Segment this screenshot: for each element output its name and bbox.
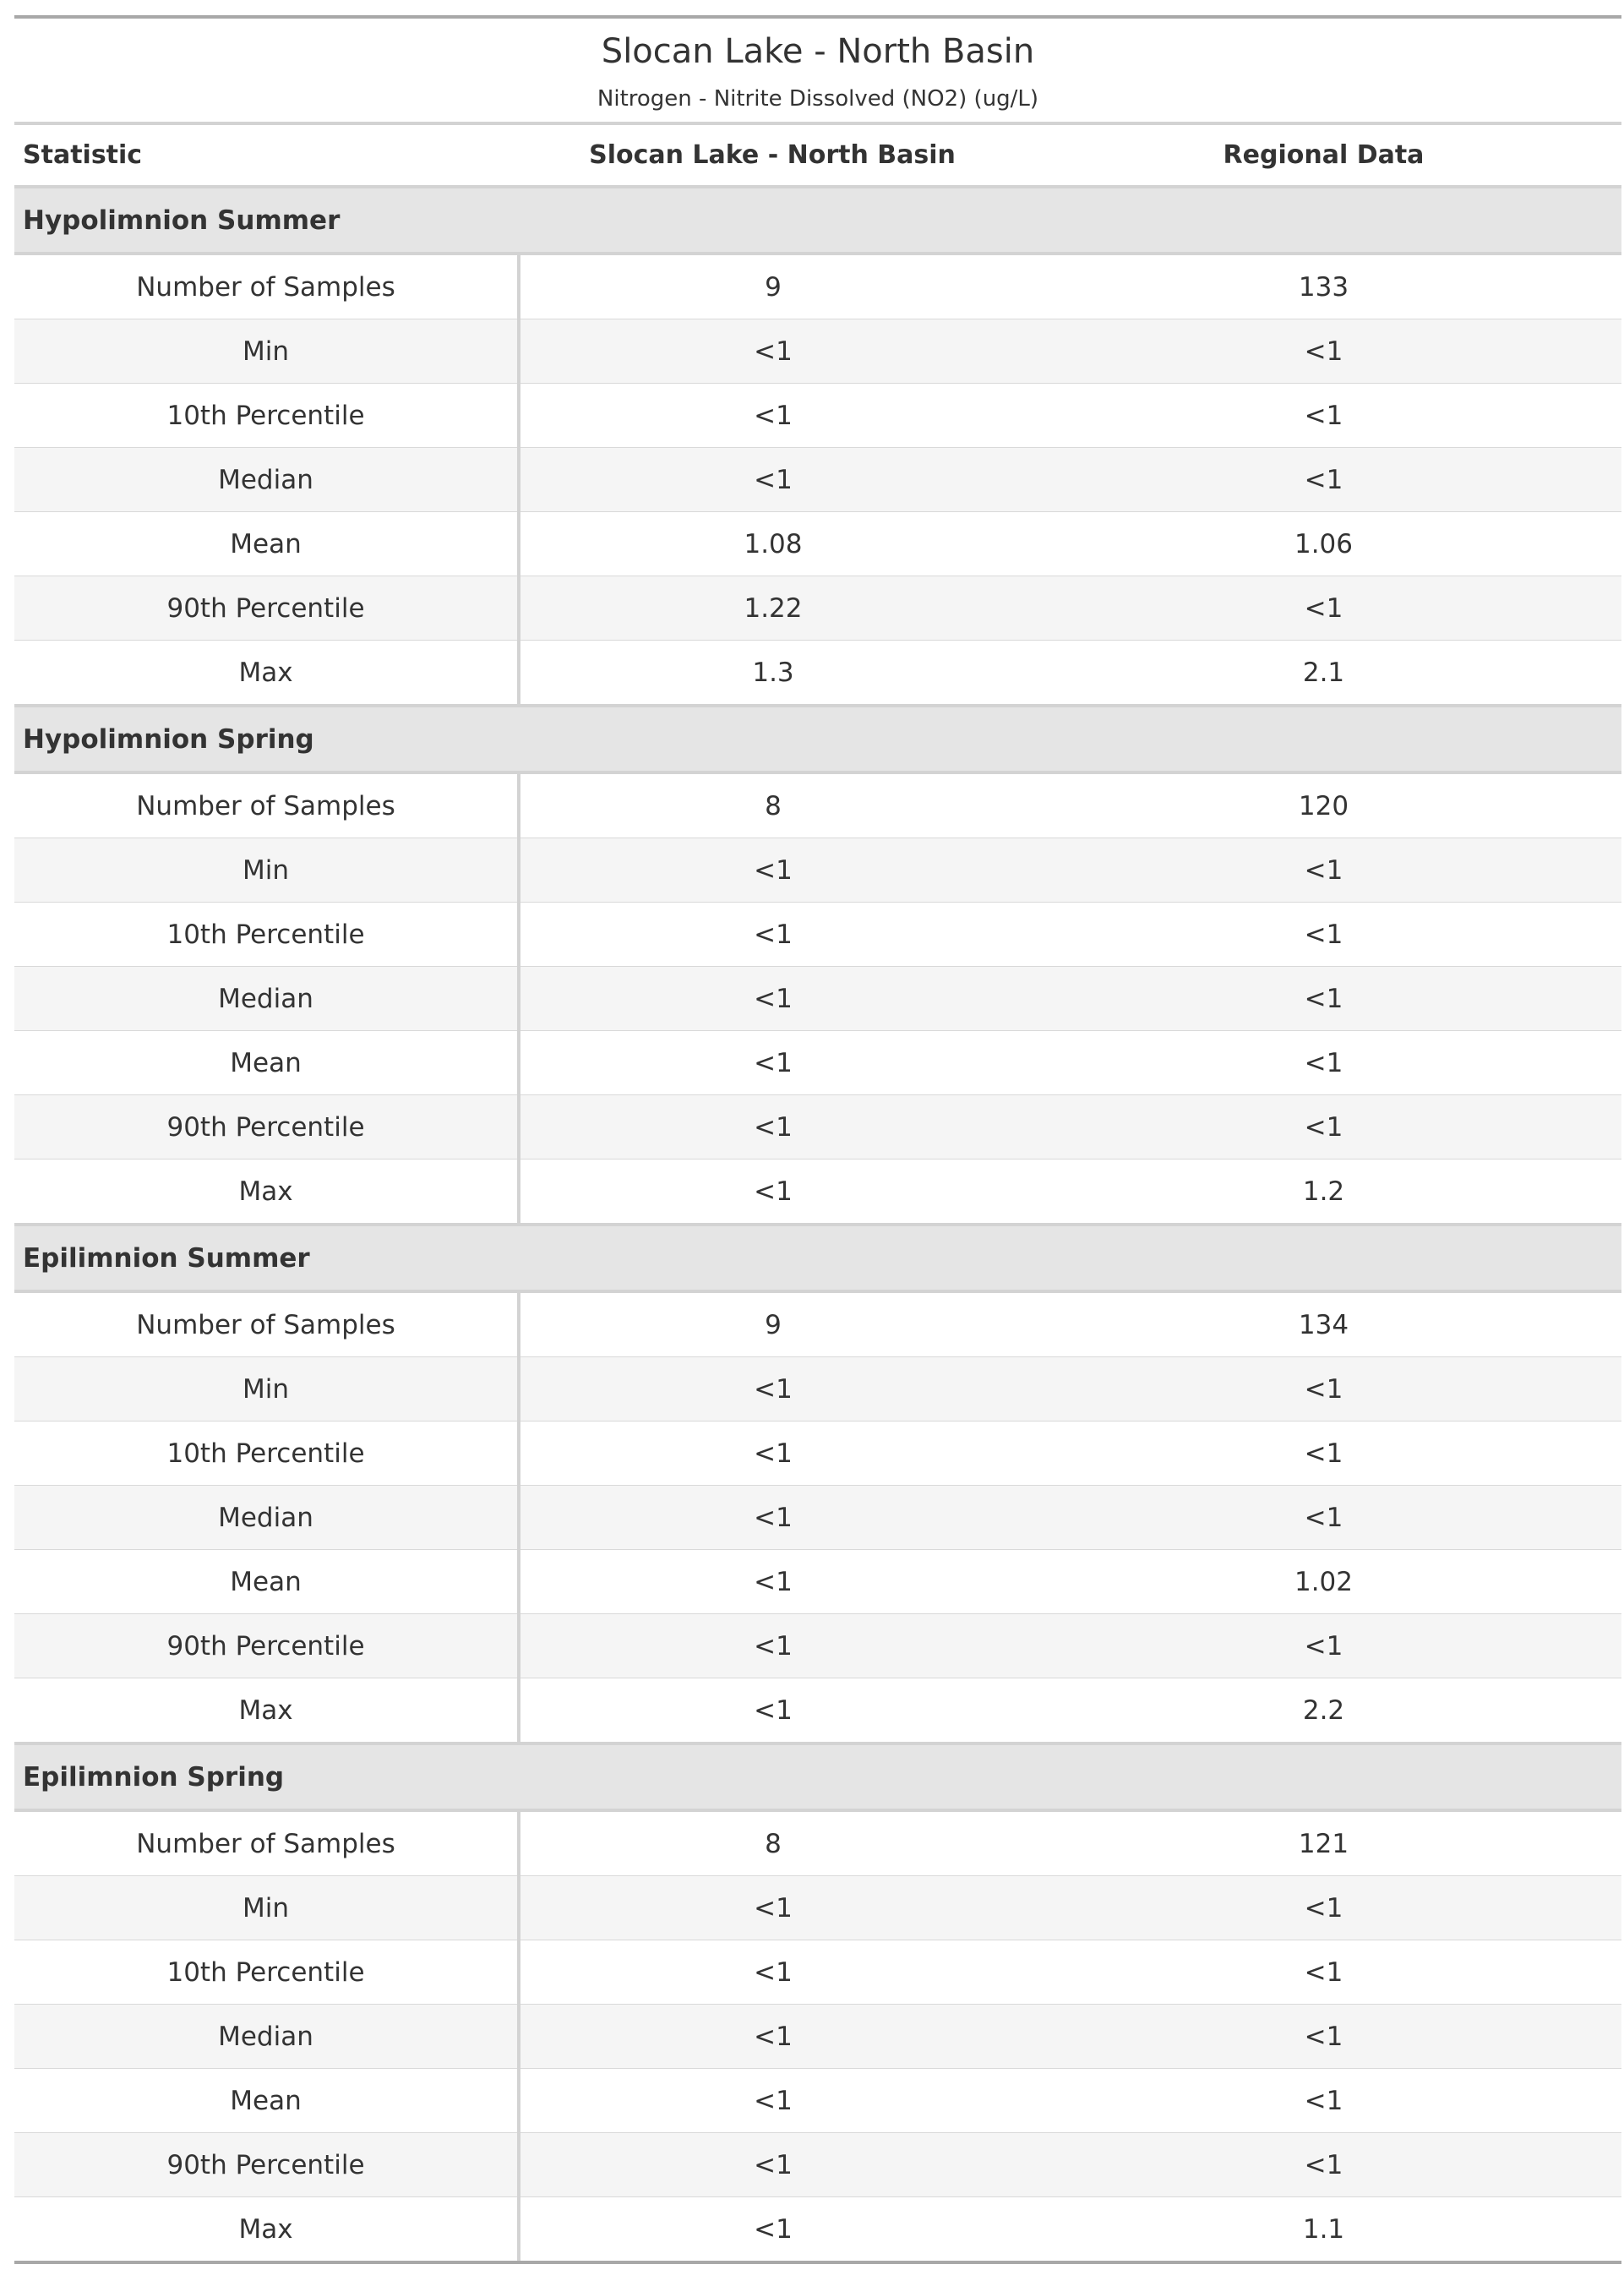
cell-regional-value: 2.1	[1026, 641, 1621, 707]
cell-regional-value: 120	[1026, 772, 1621, 838]
cell-regional-value: <1	[1026, 1357, 1621, 1421]
cell-site-value: <1	[519, 1357, 1026, 1421]
cell-site-value: <1	[519, 903, 1026, 967]
cell-site-value: <1	[519, 1031, 1026, 1095]
table-row	[14, 1614, 1621, 1678]
table-row	[14, 1291, 1621, 1357]
cell-regional-value: <1	[1026, 1486, 1621, 1550]
cell-statistic: Max	[14, 641, 519, 707]
cell-statistic: 10th Percentile	[14, 1421, 519, 1486]
table-row	[14, 384, 1621, 448]
cell-site-value: 8	[519, 772, 1026, 838]
cell-site-value: 1.08	[519, 512, 1026, 576]
cell-regional-value: 121	[1026, 1810, 1621, 1876]
cell-statistic: Number of Samples	[14, 254, 519, 319]
cell-statistic: Median	[14, 448, 519, 512]
cell-regional-value: <1	[1026, 1421, 1621, 1486]
cell-site-value: 1.22	[519, 576, 1026, 641]
table-row	[14, 1421, 1621, 1486]
table-row	[14, 1678, 1621, 1744]
cell-regional-value: <1	[1026, 1940, 1621, 2005]
cell-statistic: Number of Samples	[14, 1291, 519, 1357]
table-heading	[14, 19, 1621, 125]
table-row	[14, 1486, 1621, 1550]
table-row	[14, 967, 1621, 1031]
column-header-statistic: Statistic	[14, 125, 519, 187]
cell-site-value: 9	[519, 254, 1026, 319]
cell-regional-value: 1.2	[1026, 1160, 1621, 1225]
cell-statistic: Min	[14, 1876, 519, 1940]
cell-site-value: <1	[519, 838, 1026, 903]
cell-site-value: 8	[519, 1810, 1026, 1876]
cell-site-value: 1.3	[519, 641, 1026, 707]
table-title: Slocan Lake - North Basin	[601, 32, 1035, 71]
table-row	[14, 641, 1621, 707]
cell-regional-value: <1	[1026, 1031, 1621, 1095]
table-row	[14, 1160, 1621, 1225]
cell-regional-value: 134	[1026, 1291, 1621, 1357]
cell-statistic: 10th Percentile	[14, 384, 519, 448]
group-label: Hypolimnion Spring	[14, 706, 1621, 772]
cell-regional-value: 1.06	[1026, 512, 1621, 576]
cell-site-value: <1	[519, 1095, 1026, 1160]
table-row	[14, 319, 1621, 384]
cell-regional-value: <1	[1026, 967, 1621, 1031]
cell-site-value: <1	[519, 1678, 1026, 1744]
cell-statistic: 10th Percentile	[14, 1940, 519, 2005]
table-row	[14, 448, 1621, 512]
table-subtitle: Nitrogen - Nitrite Dissolved (NO2) (ug/L)	[597, 86, 1039, 112]
cell-statistic: Max	[14, 2197, 519, 2262]
cell-regional-value: <1	[1026, 838, 1621, 903]
table-body	[14, 187, 1621, 2261]
cell-statistic: Number of Samples	[14, 1810, 519, 1876]
group-label: Hypolimnion Summer	[14, 187, 1621, 254]
table-row	[14, 1876, 1621, 1940]
cell-statistic: Mean	[14, 2069, 519, 2133]
cell-regional-value: <1	[1026, 1095, 1621, 1160]
group-header-row	[14, 706, 1621, 772]
cell-statistic: Max	[14, 1160, 519, 1225]
table-row	[14, 2005, 1621, 2069]
cell-statistic: 90th Percentile	[14, 1614, 519, 1678]
cell-statistic: 90th Percentile	[14, 1095, 519, 1160]
cell-site-value: <1	[519, 1486, 1026, 1550]
column-header-row	[14, 125, 1621, 187]
table-row	[14, 1810, 1621, 1876]
table-row	[14, 838, 1621, 903]
cell-regional-value: <1	[1026, 2069, 1621, 2133]
cell-site-value: <1	[519, 1550, 1026, 1614]
table-row	[14, 576, 1621, 641]
cell-regional-value: <1	[1026, 903, 1621, 967]
cell-regional-value: <1	[1026, 319, 1621, 384]
cell-regional-value: <1	[1026, 384, 1621, 448]
table-row	[14, 1550, 1621, 1614]
cell-regional-value: 1.1	[1026, 2197, 1621, 2262]
cell-site-value: <1	[519, 1940, 1026, 2005]
table-row	[14, 2133, 1621, 2197]
cell-site-value: <1	[519, 2005, 1026, 2069]
cell-site-value: <1	[519, 1421, 1026, 1486]
cell-site-value: <1	[519, 2197, 1026, 2262]
table-row	[14, 772, 1621, 838]
cell-statistic: Median	[14, 2005, 519, 2069]
cell-site-value: <1	[519, 2069, 1026, 2133]
cell-site-value: <1	[519, 1614, 1026, 1678]
cell-statistic: Mean	[14, 1550, 519, 1614]
cell-statistic: Mean	[14, 1031, 519, 1095]
table-row	[14, 1940, 1621, 2005]
table-row	[14, 2069, 1621, 2133]
table-row	[14, 1031, 1621, 1095]
cell-site-value: <1	[519, 2133, 1026, 2197]
cell-statistic: 10th Percentile	[14, 903, 519, 967]
cell-regional-value: 2.2	[1026, 1678, 1621, 1744]
cell-regional-value: <1	[1026, 576, 1621, 641]
cell-statistic: Min	[14, 1357, 519, 1421]
cell-site-value: <1	[519, 1876, 1026, 1940]
stats-table	[14, 15, 1621, 2264]
cell-statistic: Number of Samples	[14, 772, 519, 838]
cell-regional-value: 1.02	[1026, 1550, 1621, 1614]
cell-regional-value: <1	[1026, 448, 1621, 512]
cell-statistic: Median	[14, 1486, 519, 1550]
cell-statistic: Mean	[14, 512, 519, 576]
table-row	[14, 2197, 1621, 2262]
cell-regional-value: 133	[1026, 254, 1621, 319]
table-row	[14, 1357, 1621, 1421]
cell-site-value: <1	[519, 319, 1026, 384]
table-row	[14, 254, 1621, 319]
cell-site-value: <1	[519, 384, 1026, 448]
cell-statistic: 90th Percentile	[14, 2133, 519, 2197]
cell-regional-value: <1	[1026, 2133, 1621, 2197]
group-header-row	[14, 1743, 1621, 1810]
cell-statistic: 90th Percentile	[14, 576, 519, 641]
cell-regional-value: <1	[1026, 2005, 1621, 2069]
cell-statistic: Min	[14, 838, 519, 903]
cell-regional-value: <1	[1026, 1614, 1621, 1678]
group-label: Epilimnion Spring	[14, 1743, 1621, 1810]
cell-regional-value: <1	[1026, 1876, 1621, 1940]
stats-grid	[14, 125, 1621, 2261]
group-header-row	[14, 1225, 1621, 1291]
cell-statistic: Max	[14, 1678, 519, 1744]
cell-site-value: <1	[519, 1160, 1026, 1225]
column-header-regional: Regional Data	[1026, 125, 1621, 187]
cell-site-value: 9	[519, 1291, 1026, 1357]
cell-statistic: Min	[14, 319, 519, 384]
cell-site-value: <1	[519, 448, 1026, 512]
table-row	[14, 512, 1621, 576]
group-label: Epilimnion Summer	[14, 1225, 1621, 1291]
cell-site-value: <1	[519, 967, 1026, 1031]
table-row	[14, 903, 1621, 967]
cell-statistic: Median	[14, 967, 519, 1031]
group-header-row	[14, 187, 1621, 254]
table-row	[14, 1095, 1621, 1160]
column-header-site: Slocan Lake - North Basin	[519, 125, 1026, 187]
